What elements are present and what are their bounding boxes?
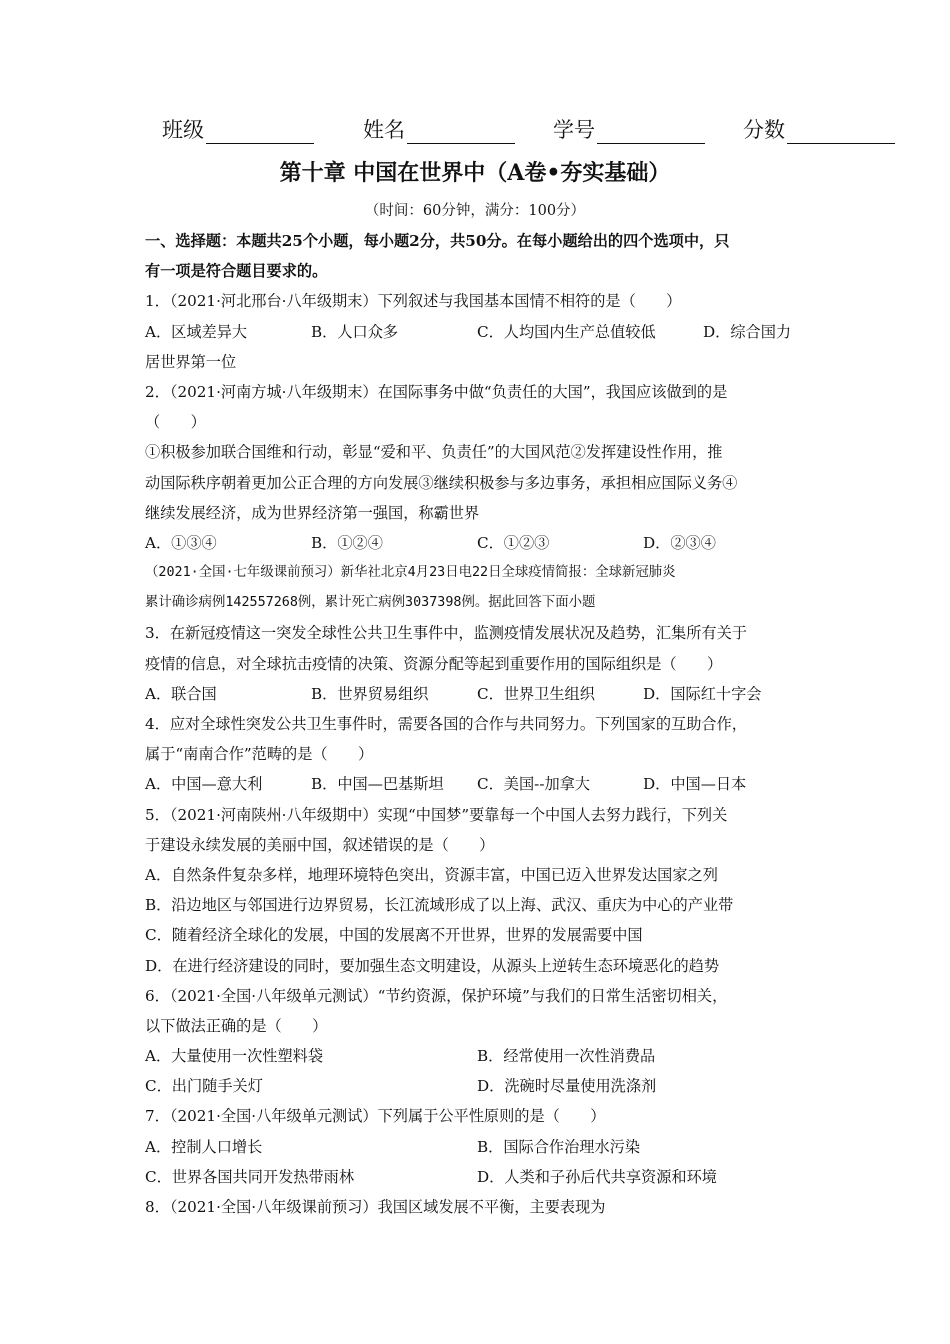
- question-7-options-row1: [145, 1132, 813, 1162]
- option-c[interactable]: C．①②③: [477, 533, 550, 552]
- option-c[interactable]: C．世界各国共同开发热带雨林: [145, 1167, 355, 1186]
- option-a[interactable]: A．①③④: [145, 533, 217, 552]
- question-4-stem-cont: 属于“南南合作”范畴的是（ ）: [145, 745, 374, 764]
- option-a[interactable]: A．自然条件复杂多样，地理环境特色突出，资源丰富，中国已迈入世界发达国家之列: [145, 865, 718, 884]
- score-label: 分数: [743, 118, 785, 142]
- student-id-blank[interactable]: [597, 121, 705, 144]
- class-field: [162, 114, 314, 144]
- option-b[interactable]: B．人口众多: [311, 322, 399, 341]
- option-c[interactable]: C．美国--加拿大: [477, 775, 591, 794]
- score-blank[interactable]: [787, 121, 895, 144]
- class-label: 班级: [162, 118, 204, 142]
- question-7-options-row2: [145, 1162, 813, 1192]
- question-4-stem: 4．应对全球性突发公共卫生事件时，需要各国的合作与共同努力。下列国家的互助合作，: [145, 715, 747, 733]
- name-field: [363, 114, 515, 144]
- question-2-stem: 2．（2021·河南方城·八年级期末）在国际事务中做“负责任的大国”，我国应该做到的是: [145, 382, 728, 401]
- question-1-options: [145, 317, 813, 347]
- option-b[interactable]: B．国际合作治理水污染: [477, 1137, 641, 1156]
- option-d[interactable]: D．人类和子孙后代共享资源和环境: [477, 1167, 717, 1186]
- option-d[interactable]: D．洗碗时尽量使用洗涤剂: [477, 1077, 657, 1096]
- option-b[interactable]: B．沿边地区与邻国进行边界贸易，长江流域形成了以上海、武汉、重庆为中心的产业带: [145, 896, 734, 915]
- page-subtitle: （时间：60分钟，满分：100分）: [364, 203, 586, 219]
- option-a[interactable]: A．联合国: [145, 684, 217, 703]
- question-1-stem: 1．（2021·河北邢台·八年级期末）下列叙述与我国基本国情不相符的是（ ）: [145, 292, 682, 311]
- question-3-options: [145, 679, 813, 709]
- option-c[interactable]: C．世界卫生组织: [477, 684, 595, 703]
- question-2-body: ①积极参加联合国维和行动，彰显“爱和平、负责任”的大国风范②发挥建设性作用，推: [145, 443, 723, 462]
- section-heading-cont: 有一项是符合题目要求的。: [145, 262, 328, 281]
- option-d[interactable]: D．国际红十字会: [643, 684, 762, 703]
- question-8-stem: 8．（2021·全国·八年级课前预习）我国区域发展不平衡，主要表现为: [145, 1198, 606, 1216]
- question-1-option-d-cont: 居世界第一位: [145, 352, 237, 371]
- passage-cont: 累计确诊病例142557268例，累计死亡病例3037398例。据此回答下面小题: [145, 595, 596, 611]
- section-heading: 一、选择题：本题共25个小题，每小题2分，共50分。在每小题给出的四个选项中，只: [145, 232, 730, 250]
- question-3-stem-cont: 疫情的信息，对全球抗击疫情的决策、资源分配等起到重要作用的国际组织是（ ）: [145, 654, 723, 673]
- question-6-stem-cont: 以下做法正确的是（ ）: [145, 1016, 328, 1035]
- question-6-options-row2: [145, 1071, 813, 1101]
- option-b[interactable]: B．世界贸易组织: [311, 684, 429, 703]
- option-b[interactable]: B．①②④: [311, 533, 383, 552]
- option-d[interactable]: D．综合国力: [703, 322, 792, 341]
- question-2-options: [145, 528, 813, 558]
- score-field: [743, 114, 895, 144]
- student-id-label: 学号: [553, 118, 595, 142]
- option-c[interactable]: C．人均国内生产总值较低: [477, 322, 656, 341]
- question-5-stem: 5．（2021·河南陕州·八年级期中）实现“中国梦”要靠每一个中国人去努力践行，下列关: [145, 805, 728, 824]
- question-2-stem-cont: （ ）: [145, 413, 206, 432]
- question-2-body: 动国际秩序朝着更加公正合理的方向发展③继续积极参与多边事务，承担相应国际义务④: [145, 473, 738, 492]
- option-d[interactable]: D．在进行经济建设的同时，要加强生态文明建设，从源头上逆转生态环境恶化的趋势: [145, 956, 720, 975]
- option-a[interactable]: A．控制人口增长: [145, 1137, 263, 1156]
- question-6-stem: 6．（2021·全国·八年级单元测试）“节约资源，保护环境”与我们的日常生活密切相关，: [145, 986, 728, 1005]
- question-5-stem-cont: 于建设永续发展的美丽中国，叙述错误的是（ ）: [145, 835, 495, 854]
- option-d[interactable]: D．中国—日本: [643, 775, 747, 794]
- option-b[interactable]: B．经常使用一次性消费品: [477, 1047, 656, 1066]
- passage: （2021·全国·七年级课前预习）新华社北京4月23日电22日全球疫情简报：全球新冠肺炎: [145, 565, 676, 581]
- option-c[interactable]: C．随着经济全球化的发展，中国的发展离不开世界，世界的发展需要中国: [145, 926, 643, 945]
- question-6-options-row1: [145, 1041, 813, 1071]
- name-blank[interactable]: [407, 121, 515, 144]
- exam-content: [145, 226, 813, 1222]
- option-b[interactable]: B．中国—巴基斯坦: [311, 775, 444, 794]
- option-a[interactable]: A．大量使用一次性塑料袋: [145, 1047, 324, 1066]
- option-d[interactable]: D．②③④: [643, 533, 716, 552]
- question-3-stem: 3．在新冠疫情这一突发全球性公共卫生事件中，监测疫情发展状况及趋势，汇集所有关于: [145, 624, 747, 643]
- option-a[interactable]: A．中国—意大利: [145, 775, 263, 794]
- class-blank[interactable]: [206, 121, 314, 144]
- name-label: 姓名: [363, 118, 405, 142]
- option-c[interactable]: C．出门随手关灯: [145, 1077, 263, 1096]
- option-a[interactable]: A．区域差异大: [145, 322, 248, 341]
- question-2-body: 继续发展经济，成为世界经济第一强国，称霸世界: [145, 503, 480, 522]
- page-title: 第十章 中国在世界中（A卷•夯实基础）: [279, 160, 671, 186]
- question-7-stem: 7．（2021·全国·八年级单元测试）下列属于公平性原则的是（ ）: [145, 1107, 606, 1126]
- student-id-field: [553, 114, 705, 144]
- question-4-options: [145, 769, 813, 799]
